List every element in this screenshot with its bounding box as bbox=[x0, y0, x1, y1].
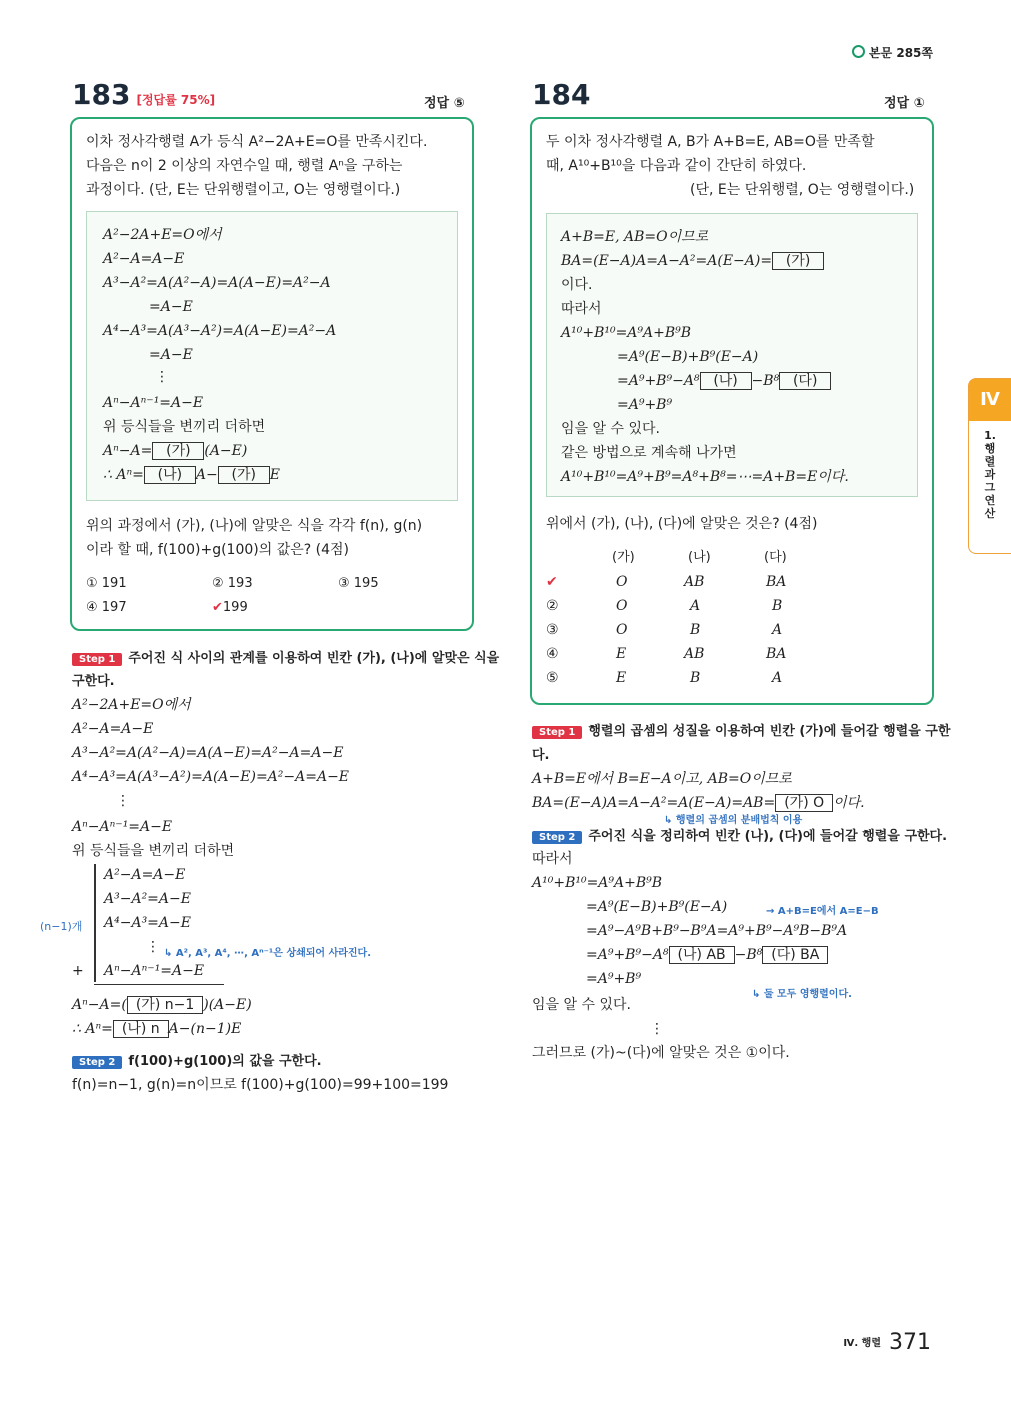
step2-heading: Step 2 주어진 식을 정리하여 빈칸 (나), (다)에 들어갈 행렬을 구한다. bbox=[532, 825, 947, 844]
choice-row-1[interactable]: ✔ O AB BA bbox=[546, 574, 787, 590]
blank-na-answer: (나) n bbox=[113, 1020, 169, 1038]
sum-line: A⁴−A³=A−E bbox=[104, 915, 191, 931]
question-number: 183 bbox=[72, 78, 131, 111]
proof-box bbox=[546, 213, 918, 497]
result-line: Aⁿ−A=( (가) n−1 )(A−E) bbox=[72, 997, 252, 1013]
table-head: (나) bbox=[688, 550, 711, 565]
sum-line: Aⁿ−Aⁿ⁻¹=A−E bbox=[104, 963, 205, 979]
question-number: 184 bbox=[532, 78, 591, 111]
circle-icon bbox=[852, 45, 865, 58]
solution-line: A⁴−A³=A(A³−A²)=A(A−E)=A²−A=A−E bbox=[72, 769, 350, 785]
solution-line: A+B=E에서 B=E−A이고, AB=O이므로 bbox=[532, 771, 792, 787]
choice-1[interactable]: ① 191 bbox=[86, 576, 127, 591]
proof-line: A¹⁰+B¹⁰=A⁹+B⁹=A⁸+B⁸=⋯=A+B=E이다. bbox=[561, 469, 849, 485]
stem-line: 두 이차 정사각행렬 A, B가 A+B=E, AB=O를 만족할 bbox=[546, 134, 875, 150]
solution-line: =A⁹(E−B)+B⁹(E−A) bbox=[586, 899, 728, 915]
proof-line: ∴ Aⁿ= (나) A− (가) E bbox=[103, 467, 280, 483]
cancel-note: ↳ A², A³, A⁴, ⋯, Aⁿ⁻¹은 상쇄되어 사라진다. bbox=[164, 948, 372, 959]
blank-da: (다) bbox=[779, 372, 831, 390]
page-number: 371 bbox=[889, 1330, 931, 1355]
solution-line: =A⁹−A⁹B+B⁹−B⁹A=A⁹+B⁹−A⁹B−B⁹A bbox=[586, 923, 848, 939]
blank-da-answer: (다) BA bbox=[762, 946, 828, 964]
ellipsis: ⋮ bbox=[146, 939, 160, 955]
prompt-line: 위의 과정에서 (가), (나)에 알맞은 식을 각각 f(n), g(n) bbox=[86, 518, 423, 534]
proof-line: 이다. bbox=[561, 277, 593, 293]
proof-line: 같은 방법으로 계속해 나가면 bbox=[561, 445, 737, 461]
choice-row-3[interactable]: ③ O B A bbox=[546, 622, 783, 638]
result-line: ∴ Aⁿ= (나) n A−(n−1)E bbox=[72, 1021, 242, 1037]
proof-line: A+B=E, AB=O이므로 bbox=[561, 229, 709, 245]
answer-label: 정답 ① bbox=[884, 96, 925, 111]
step1-heading-cont: 구한다. bbox=[72, 674, 115, 689]
solution-line: A³−A²=A(A²−A)=A(A−E)=A²−A=A−E bbox=[72, 745, 344, 761]
correct-rate: [정답률 75%] bbox=[136, 93, 216, 107]
question-183-title bbox=[72, 78, 215, 111]
proof-line: =A⁹+B⁹ bbox=[617, 397, 673, 413]
stem-line: (단, E는 단위행렬, O는 영행렬이다.) bbox=[690, 182, 915, 198]
sum-line: A²−A=A−E bbox=[104, 867, 186, 883]
stem-line: 다음은 n이 2 이상의 자연수일 때, 행렬 Aⁿ을 구하는 bbox=[86, 158, 403, 174]
solution-line: A²−2A+E=O에서 bbox=[72, 697, 191, 713]
step1-heading: Step 1 주어진 식 사이의 관계를 이용하여 빈칸 (가), (나)에 알맞은 식을 bbox=[72, 647, 499, 666]
choice-3[interactable]: ③ 195 bbox=[338, 576, 379, 591]
step1-heading: Step 1 행렬의 곱셈의 성질을 이용하여 빈칸 (가)에 들어갈 행렬을 구한 bbox=[532, 720, 950, 739]
brace-line bbox=[94, 864, 96, 982]
sum-rule bbox=[94, 984, 224, 985]
question-183-box bbox=[70, 117, 474, 631]
blank-ga-answer: (가) n−1 bbox=[127, 996, 203, 1014]
answer-label: 정답 ⑤ bbox=[424, 96, 465, 111]
proof-line: =A−E bbox=[149, 347, 193, 363]
prompt-line: 이라 할 때, f(100)+g(100)의 값은? (4점) bbox=[86, 542, 349, 558]
choice-5[interactable]: ✔199 bbox=[212, 600, 248, 615]
proof-line: 위 등식들을 변끼리 더하면 bbox=[103, 419, 266, 435]
table-head: (다) bbox=[764, 550, 787, 565]
check-mark-icon: ✔ bbox=[212, 600, 223, 615]
stem-line: 이차 정사각행렬 A가 등식 A²−2A+E=O를 만족시킨다. bbox=[86, 134, 428, 150]
solution-line: 임을 알 수 있다. bbox=[532, 997, 631, 1013]
chapter-label: 1. 행렬과 그 연산 bbox=[984, 429, 996, 520]
chapter-roman: Ⅳ bbox=[969, 379, 1011, 421]
blank-ga: (가) bbox=[218, 466, 270, 484]
stem-line: 때, A¹⁰+B¹⁰을 다음과 같이 간단히 하였다. bbox=[546, 158, 807, 174]
proof-line: A¹⁰+B¹⁰=A⁹A+B⁹B bbox=[561, 325, 692, 341]
blank-na-answer: (나) AB bbox=[669, 946, 735, 964]
question-184-box bbox=[530, 117, 934, 705]
solution-line: =A⁹+B⁹ bbox=[586, 971, 642, 987]
choice-row-5[interactable]: ⑤ E B A bbox=[546, 670, 783, 686]
step1-heading-cont: 다. bbox=[532, 748, 550, 763]
sum-line: A³−A²=A−E bbox=[104, 891, 191, 907]
blank-na: (나) bbox=[700, 372, 752, 390]
conclusion-line: 그러므로 (가)~(다)에 알맞은 것은 ①이다. bbox=[532, 1045, 790, 1061]
proof-line: =A⁹(E−B)+B⁹(E−A) bbox=[617, 349, 759, 365]
solution-line: 따라서 bbox=[532, 851, 573, 867]
ellipsis: ⋮ bbox=[116, 793, 130, 809]
blank-ga-answer: (가) O bbox=[775, 794, 833, 812]
table-head: (가) bbox=[612, 550, 635, 565]
question-184-title bbox=[532, 78, 590, 111]
proof-line: 임을 알 수 있다. bbox=[561, 421, 660, 437]
ellipsis: ⋮ bbox=[650, 1021, 664, 1037]
proof-line: =A⁹+B⁹−A⁸ (나) −B⁸ (다) bbox=[617, 372, 831, 390]
choice-2[interactable]: ② 193 bbox=[212, 576, 253, 591]
chapter-tab[interactable] bbox=[968, 378, 1011, 554]
proof-line: Aⁿ−A= (가) (A−E) bbox=[103, 443, 248, 459]
solution-line: A²−A=A−E bbox=[72, 721, 154, 737]
prompt-line: 위에서 (가), (나), (다)에 알맞은 것은? (4점) bbox=[546, 516, 818, 532]
stem-line: 과정이다. (단, E는 단위행렬이고, O는 영행렬이다.) bbox=[86, 182, 401, 198]
page-reference: 본문 285쪽 bbox=[852, 44, 933, 61]
solution-line: BA=(E−A)A=A−A²=A(E−A)=AB= (가) O 이다. bbox=[532, 795, 865, 811]
count-label: (n−1)개 bbox=[40, 920, 83, 933]
proof-line: =A−E bbox=[149, 299, 193, 315]
proof-line: BA=(E−A)A=A−A²=A(E−A)= (가) bbox=[561, 252, 824, 270]
proof-line: Aⁿ−Aⁿ⁻¹=A−E bbox=[103, 395, 204, 411]
zero-matrix-note: ↳ 둘 모두 영행렬이다. bbox=[752, 989, 852, 1000]
solution-line: Aⁿ−Aⁿ⁻¹=A−E bbox=[72, 819, 173, 835]
blank-na: (나) bbox=[144, 466, 196, 484]
distributive-note: ↳ 행렬의 곱셈의 분배법칙 이용 bbox=[664, 815, 803, 826]
choice-row-2[interactable]: ② O A B bbox=[546, 598, 783, 614]
chapter-name: Ⅳ. 행렬 bbox=[843, 1338, 881, 1349]
step2-heading: Step 2 f(100)+g(100)의 값을 구한다. bbox=[72, 1050, 322, 1069]
page-footer bbox=[843, 1330, 931, 1355]
choice-row-4[interactable]: ④ E AB BA bbox=[546, 646, 787, 662]
solution-line: 위 등식들을 변끼리 더하면 bbox=[72, 843, 235, 859]
substitution-note: → A+B=E에서 A=E−B bbox=[766, 906, 879, 917]
final-line: f(n)=n−1, g(n)=n이므로 f(100)+g(100)=99+100=199 bbox=[72, 1077, 449, 1093]
solution-line: A¹⁰+B¹⁰=A⁹A+B⁹B bbox=[532, 875, 663, 891]
ellipsis: ⋮ bbox=[155, 369, 169, 385]
plus-sign: + bbox=[72, 963, 84, 979]
proof-line: 따라서 bbox=[561, 301, 602, 317]
choice-4[interactable]: ④ 197 bbox=[86, 600, 127, 615]
solution-line: =A⁹+B⁹−A⁸ (나) AB −B⁸ (다) BA bbox=[586, 946, 828, 964]
proof-box bbox=[86, 211, 458, 501]
proof-line: A⁴−A³=A(A³−A²)=A(A−E)=A²−A bbox=[103, 323, 337, 339]
blank-ga: (가) bbox=[152, 442, 204, 460]
proof-line: A³−A²=A(A²−A)=A(A−E)=A²−A bbox=[103, 275, 331, 291]
proof-line: A²−A=A−E bbox=[103, 251, 185, 267]
blank-ga: (가) bbox=[772, 252, 824, 270]
check-mark-icon: ✔ bbox=[546, 574, 558, 590]
proof-line: A²−2A+E=O에서 bbox=[103, 227, 222, 243]
